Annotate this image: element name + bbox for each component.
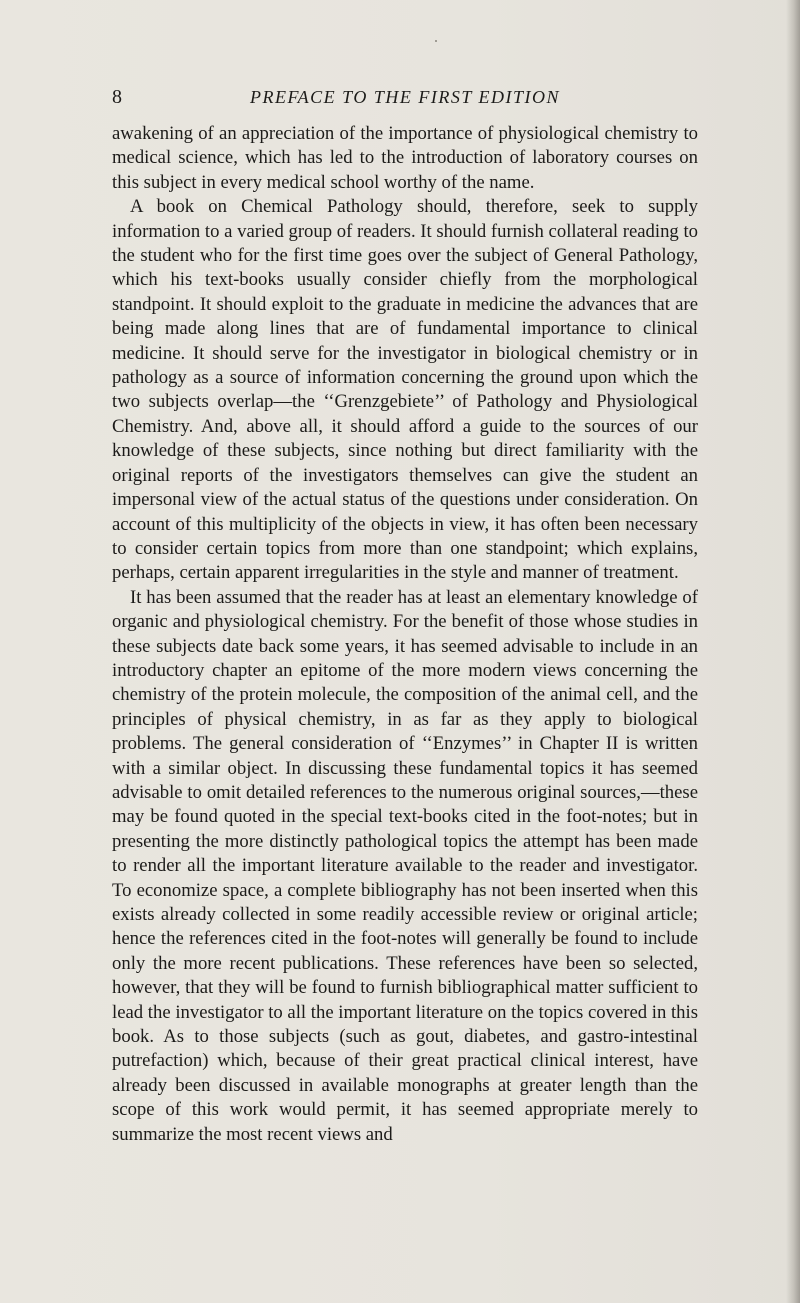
print-speck	[435, 40, 437, 42]
running-head: PREFACE TO THE FIRST EDITION	[249, 87, 560, 107]
page-number: 8	[112, 86, 122, 108]
page-header	[112, 84, 698, 110]
paragraph-readers: A book on Chemical Pathology should, therefore, seek to supply information to a varied group of readers. It should furnish collateral reading to the student who for the first time goes over the subject of General Pathology, which his text-books usually consider chiefly from the morphological standpoint. It should exploit to the graduate in medicine the advances that are being made along lines that are of fundamental importance to clinical medicine. It should serve for the investigator in biological chemistry or in pathology as a source of information concerning the ground upon which the two subjects overlap—the ‘‘Grenzgebiete’’ of Pathology and Physiological Chemistry. And, above all, it should afford a guide to the sources of our knowledge of these subjects, since nothing but direct familiarity with the original reports of the investigators themselves can give the student an impersonal view of the actual status of the questions under consideration. On account of this multiplicity of the objects in view, it has often been necessary to consider certain topics from more than one standpoint; which explains, perhaps, certain apparent irregularities in the style and manner of treatment.	[112, 196, 698, 584]
page-edge-shadow	[786, 0, 800, 1303]
paragraph-assumptions: It has been assumed that the reader has at least an elementary knowledge of organic and physiological chemistry. For the benefit of those whose studies in these subjects date back some years, it has seemed advisable to include in an introductory chapter an epitome of the more modern views concerning the chemistry of the protein molecule, the composition of the animal cell, and the principles of physical chemistry, in as far as they apply to biological problems. The general consideration of ‘‘Enzymes’’ in Chapter II is written with a similar object. In discussing these fundamental topics it has seemed advisable to omit detailed references to the numerous original sources,—these may be found quoted in the special text-books cited in the foot-notes; but in presenting the more distinctly pathological topics the attempt has been made to render all the important literature available to the reader and investigator. To economize space, a complete bibliography has not been inserted when this exists already collected in some readily accessible review or original article; hence the references cited in the foot-notes will generally be found to include only the more recent publications. These references have been so selected, however, that they will be found to furnish bibliographical matter sufficient to lead the investigator to all the important literature on the topics covered in this book. As to those subjects (such as gout, diabetes, and gastro-intestinal putrefaction) which, because of their great practical clinical interest, have already been discussed in available monographs at greater length than the scope of this work would permit, it has seemed appropriate merely to summarize the most recent views and	[112, 586, 698, 1145]
paragraph-continued: awakening of an appreciation of the importance of physiological chemistry to medical science, which has led to the introduction of laboratory courses on this subject in every medical school worthy of the name.	[112, 123, 698, 193]
body-text	[112, 122, 698, 1147]
